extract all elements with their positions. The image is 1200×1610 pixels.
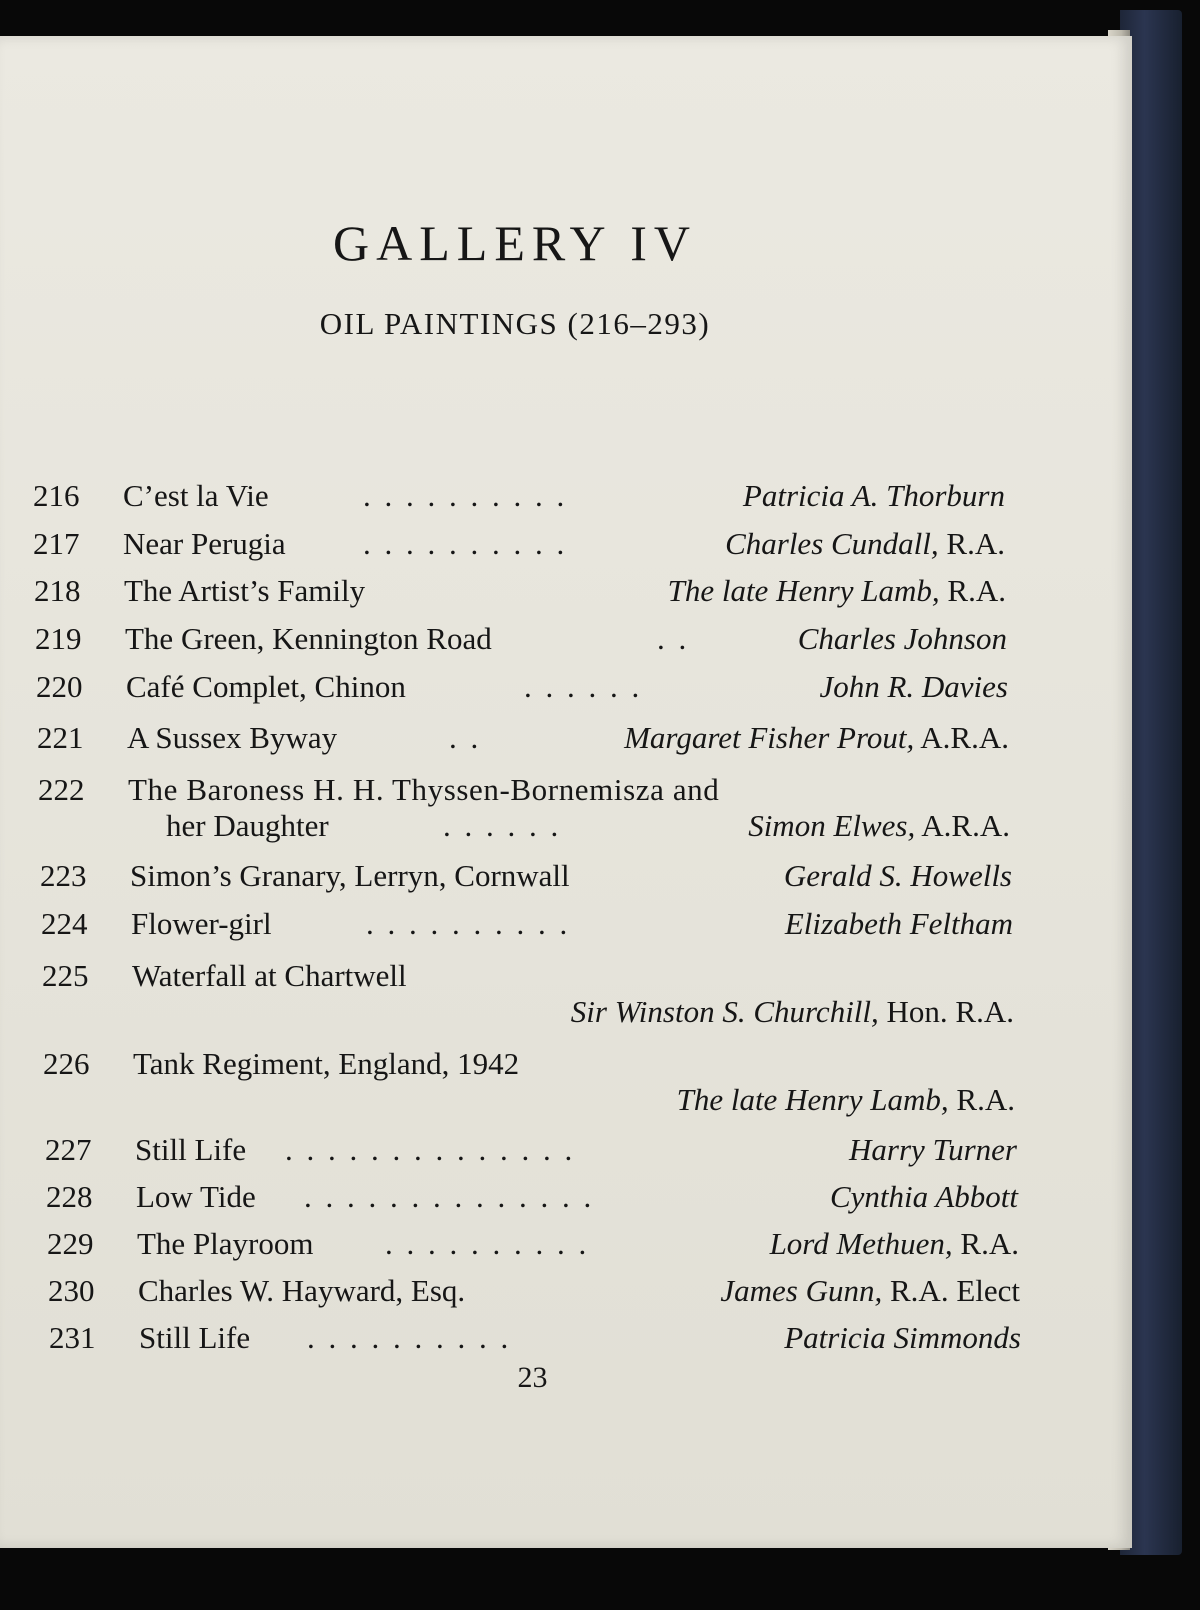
entry-artist <box>784 1318 1021 1358</box>
entry-number: 225 <box>42 958 89 993</box>
artist-name: The late Henry Lamb, <box>676 1082 949 1117</box>
section-subheading: OIL PAINTINGS (216–293) <box>319 306 711 341</box>
entry-number: 221 <box>37 720 84 755</box>
artist-name: Elizabeth Feltham <box>784 906 1013 941</box>
catalogue-entry <box>38 770 1010 843</box>
gallery-heading: GALLERY IV <box>333 215 697 271</box>
entry-number: 226 <box>43 1046 90 1081</box>
catalogue-entry <box>40 856 1012 896</box>
catalogue-entry <box>42 956 1014 1029</box>
entry-number: 216 <box>33 478 80 513</box>
artist-suffix: R.A. Elect <box>882 1273 1020 1308</box>
leader-dots: . . . . . . . . . . <box>366 906 571 941</box>
catalogue-entry <box>45 1130 1017 1170</box>
entry-title: The Baroness H. H. Thyssen-Bornemisza and <box>128 772 720 807</box>
entry-number: 222 <box>38 772 85 807</box>
entry-number: 228 <box>46 1179 93 1214</box>
leader-dots: . . . . . . . . . . <box>363 526 568 561</box>
artist-suffix: R.A. <box>952 1226 1019 1261</box>
artist-suffix: Hon. R.A. <box>878 994 1014 1029</box>
catalogue-entry <box>37 718 1009 758</box>
entry-second-line <box>43 1080 1015 1120</box>
entry-title: Near Perugia <box>123 526 286 561</box>
artist-name: Gerald S. Howells <box>783 858 1012 893</box>
entry-number: 220 <box>36 669 83 704</box>
artist-name: James Gunn, <box>720 1273 883 1308</box>
entry-artist <box>798 619 1007 659</box>
entry-artist <box>677 1080 1015 1120</box>
entry-number: 219 <box>35 621 82 656</box>
leader-dots: . . . . . . . . . . <box>363 478 568 513</box>
entry-title: Still Life <box>139 1320 251 1355</box>
entry-title: The Artist’s Family <box>124 573 366 608</box>
leader-dots: . . . . . . <box>524 669 643 704</box>
artist-suffix: R.A. <box>939 573 1006 608</box>
catalogue-list <box>0 36 1132 1548</box>
entry-artist <box>668 571 1006 611</box>
leader-dots: . . . . . . . . . . <box>307 1320 512 1355</box>
catalogue-entry <box>41 904 1013 944</box>
entry-artist <box>784 856 1012 896</box>
page-number: 23 <box>517 1361 548 1394</box>
entry-artist <box>743 476 1005 516</box>
artist-name: Simon Elwes, <box>748 808 916 843</box>
catalogue-entry <box>47 1224 1019 1264</box>
leader-dots: . . . . . . . . . . <box>385 1226 590 1261</box>
artist-name: Harry Turner <box>849 1132 1017 1167</box>
artist-suffix: A.R.A. <box>914 720 1009 755</box>
entry-artist <box>819 667 1008 707</box>
entry-artist <box>785 904 1013 944</box>
artist-name: The late Henry Lamb, <box>667 573 940 608</box>
entry-number: 217 <box>33 526 80 561</box>
artist-name: Lord Methuen, <box>769 1226 953 1261</box>
entry-title: Still Life <box>135 1132 247 1167</box>
entry-title: C’est la Vie <box>123 478 269 513</box>
artist-name: Charles Johnson <box>797 621 1007 656</box>
catalogue-page <box>0 36 1132 1548</box>
entry-title-continued: her Daughter <box>166 808 329 843</box>
leader-dots: . . . . . . <box>443 808 562 843</box>
catalogue-entry <box>36 667 1008 707</box>
entry-artist <box>849 1130 1017 1170</box>
artist-name: Charles Cundall, <box>725 526 939 561</box>
catalogue-entry <box>46 1177 1018 1217</box>
leader-dots: . . <box>657 621 690 656</box>
entry-second-line <box>42 992 1014 1032</box>
entry-number: 224 <box>41 906 88 941</box>
artist-name: Margaret Fisher Prout, <box>624 720 915 755</box>
entry-number: 229 <box>47 1226 94 1261</box>
artist-name: John R. Davies <box>819 669 1008 704</box>
catalogue-entry <box>35 619 1007 659</box>
entry-title: Low Tide <box>136 1179 256 1214</box>
entry-title: Flower-girl <box>131 906 272 941</box>
entry-title: The Playroom <box>137 1226 314 1261</box>
entry-title: Tank Regiment, England, 1942 <box>133 1046 520 1081</box>
entry-second-line <box>38 806 1010 846</box>
entry-number: 218 <box>34 573 81 608</box>
entry-title: The Green, Kennington Road <box>125 621 492 656</box>
catalogue-entry <box>48 1271 1020 1311</box>
entry-artist <box>571 992 1014 1032</box>
entry-title: Charles W. Hayward, Esq. <box>138 1273 466 1308</box>
catalogue-entry <box>34 571 1006 611</box>
artist-suffix: R.A. <box>948 1082 1015 1117</box>
leader-dots: . . . . . . . . . . . . . . <box>285 1132 576 1167</box>
artist-suffix: R.A. <box>938 526 1005 561</box>
catalogue-entry <box>43 1044 1015 1117</box>
entry-title: Waterfall at Chartwell <box>132 958 407 993</box>
leader-dots: . . . . . . . . . . . . . . <box>304 1179 595 1214</box>
artist-name: Sir Winston S. Churchill, <box>570 994 879 1029</box>
entry-number: 231 <box>49 1320 96 1355</box>
artist-name: Patricia Simmonds <box>784 1320 1021 1355</box>
leader-dots: . . <box>449 720 482 755</box>
entry-number: 227 <box>45 1132 92 1167</box>
catalogue-entry <box>49 1318 1021 1358</box>
entry-title: Simon’s Granary, Lerryn, Cornwall <box>130 858 570 893</box>
entry-artist <box>725 524 1005 564</box>
artist-name: Patricia A. Thorburn <box>742 478 1005 513</box>
entry-artist <box>830 1177 1018 1217</box>
artist-name: Cynthia Abbott <box>829 1179 1018 1214</box>
entry-number: 230 <box>48 1273 95 1308</box>
entry-title: Café Complet, Chinon <box>126 669 406 704</box>
catalogue-entry <box>33 524 1005 564</box>
entry-artist <box>720 1271 1020 1311</box>
entry-title: A Sussex Byway <box>127 720 338 755</box>
catalogue-entry <box>33 476 1005 516</box>
entry-artist <box>770 1224 1019 1264</box>
entry-artist <box>624 718 1009 758</box>
entry-number: 223 <box>40 858 87 893</box>
artist-suffix: A.R.A. <box>915 808 1010 843</box>
entry-artist <box>748 806 1010 846</box>
